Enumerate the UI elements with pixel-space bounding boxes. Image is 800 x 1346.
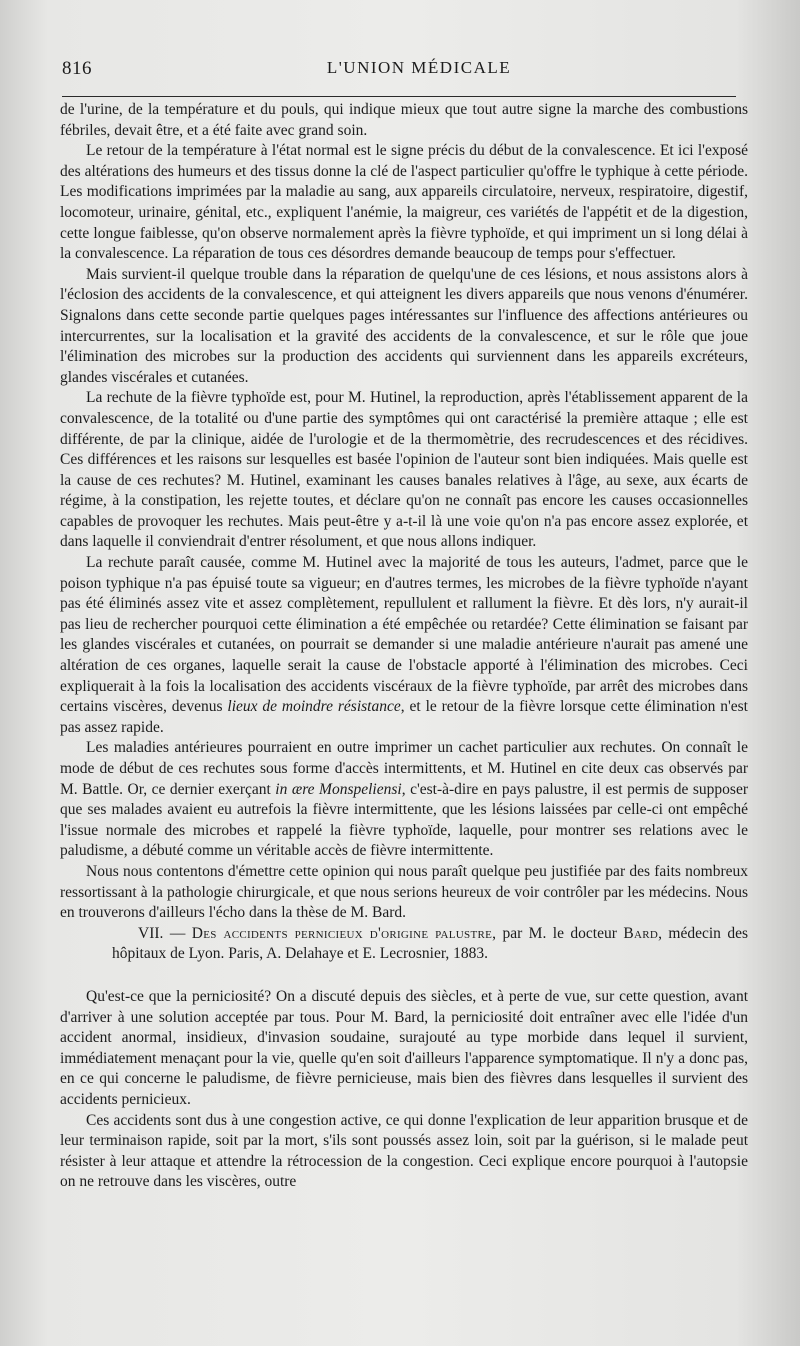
paragraph-text: La rechute paraît causée, comme M. Hutinel avec la majorité de tous les auteurs, l'admet, parce que le poison typhique n'a pas épuisé toute sa vigueur; en d'autres termes, les microbes de la fièvre typhoïde n'ayant pas été éliminés assez vite et assez complètement, repullulent et rallument la fièvre. Et dès lors, n'y aurait-il pas lieu de rechercher pourquoi cette élimination a été empêchée ou retardée? Cette élimination se faisant par les glandes viscérales et cutanées, on pourrait se demander si une maladie antérieure n'aurait pas amené une altération de ces organes, laquelle serait la cause de l'obstacle apporté à l'élimination des microbes. Ceci expliquerait à la fois la localisation des accidents viscéraux de la fièvre typhoïde, par arrêt des microbes dans certains viscères, devenus	[60, 554, 748, 716]
review-heading	[60, 924, 748, 965]
review-details: , médecin des hôpitaux de Lyon. Paris, A. Delahaye et E. Lecrosnier, 1883.	[112, 924, 748, 963]
paragraph-text: , c'est-à-dire en pays palustre, il est permis de supposer que ses malades avaient eu autrefois la fièvre intermittente, que les lésions laissées par celle-ci ont empêché l'issue normale des microbes et rappelé la fièvre typhoïde, laquelle, pour montrer ses relations avec le paludisme, a débuté comme un véritable accès de fièvre intermittente.	[60, 780, 748, 860]
paragraph-text: , et le retour de la fièvre lorsque cette élimination n'est pas assez rapide.	[60, 698, 748, 736]
review-title: Des accidents pernicieux d'origine palustre	[191, 924, 493, 942]
paragraph-text: Les maladies antérieures pourraient en outre imprimer un cachet particulier aux rechutes. On connaît le mode de début de ces rechutes sous forme d'accès intermittents, et M. Hutinel en cite deux cas observés par M. Battle. Or, ce dernier exerçant	[60, 739, 748, 798]
review-by: , par M. le docteur	[492, 924, 617, 942]
header-rule	[62, 96, 736, 97]
paragraph	[60, 738, 748, 862]
review-numeral: VII. —	[138, 924, 186, 942]
paragraph: Qu'est-ce que la perniciosité? On a discuté depuis des siècles, et à perte de vue, sur cette question, avant d'arriver à une solution acceptée par tous. Pour M. Bard, la perniciosité doit entraîner avec elle l'idée d'un accident anormal, insidieux, d'invasion soudaine, surajouté au type morbide dans lequel il survient, immédiatement menaçant pour la vie, quelle qu'en soit d'ailleurs l'apparence symptomatique. Il n'y a donc pas, en ce qui concerne le paludisme, de fièvre pernicieuse, mais bien des fièvres dans lesquelles il survient des accidents pernicieux.	[60, 987, 748, 1108]
paragraph: Mais survient-il quelque trouble dans la réparation de quelqu'une de ces lésions, et nous assistons alors à l'éclosion des accidents de la convalescence, et qui atteignent les divers appareils que nous venons d'énumérer. Signalons dans cette seconde partie quelques pages intéressantes sur l'influence des affections antérieures ou intercurrentes, sur la localisation et la gravité des accidents de la convalescence, et sur le rôle que joue l'élimination des microbes sur la production des accidents qui surviennent dans les appareils excréteurs, glandes viscérales et cutanées.	[60, 265, 748, 386]
paragraph: Ces accidents sont dus à une congestion active, ce qui donne l'explication de leur apparition brusque et de leur terminaison rapide, soit par la mort, s'ils sont poussés assez loin, soit par la guérison, si le malade peut résister à leur attaque et attendre la rétrocession de la congestion. Ceci explique encore pourquoi à l'autopsie on ne retrouve dans les viscères, outre	[60, 1111, 748, 1191]
article-body	[60, 100, 748, 1193]
page-header	[60, 58, 738, 84]
section-spacer	[60, 965, 748, 987]
paragraph	[60, 553, 748, 738]
paragraph: Nous nous contentons d'émettre cette opinion qui nous paraît quelque peu justifiée par des faits nombreux ressortissant à la pathologie chirurgicale, et que nous serions heureux de voir contrôler par les médecins. Nous en trouverons d'ailleurs l'écho dans la thèse de M. Bard.	[60, 862, 748, 922]
review-author: Bard	[623, 924, 659, 942]
paragraph: de l'urine, de la température et du pouls, qui indique mieux que tout autre signe la marche des combustions fébriles, devait être, et a été faite avec grand soin.	[60, 101, 748, 139]
italic-phrase: lieux de moindre résistance	[227, 698, 401, 716]
paragraph: La rechute de la fièvre typhoïde est, pour M. Hutinel, la reproduction, après l'établissement apparent de la convalescence, de la totalité ou d'une partie des symptômes qui ont caractérisé la première attaque ; elle est différente, de par la clinique, aidée de l'urologie et de la thermomètrie, des recrudescences et des récidives. Ces différences et les raisons sur lesquelles est basée l'opinion de l'auteur sont bien indiquées. Mais quelle est la cause de ces rechutes? M. Hutinel, examinant les causes banales relatives à l'âge, au sexe, aux écarts de régime, à la constipation, les rejette toutes, et déclare qu'on ne connaît pas encore les causes occasionnelles capables de provoquer les rechutes. Mais peut-être y a-t-il là une voie qu'on n'a pas encore assez explorée, et dans laquelle il conviendrait d'entrer résolument, et que nous allons indiquer.	[60, 389, 748, 551]
page-number: 816	[62, 58, 92, 79]
italic-phrase: in ære Monspeliensi	[275, 780, 402, 798]
running-title: L'UNION MÉDICALE	[326, 58, 512, 77]
paragraph: Le retour de la température à l'état normal est le signe précis du début de la convalescence. Et ici l'exposé des altérations des humeurs et des tissus donne la clé de l'aspect particulier qu'offre le typhique à cette période. Les modifications imprimées par la maladie au sang, aux appareils circulatoire, nerveux, respiratoire, digestif, locomoteur, urinaire, génital, etc., expliquent l'anémie, la maigreur, ces variétés de l'appétit et de la digestion, cette longue faiblesse, qu'on observe normalement après la fièvre typhoïde, et qui impriment un si long délai à la convalescence. La réparation de tous ces désordres demande beaucoup de temps pour s'effectuer.	[60, 142, 748, 263]
